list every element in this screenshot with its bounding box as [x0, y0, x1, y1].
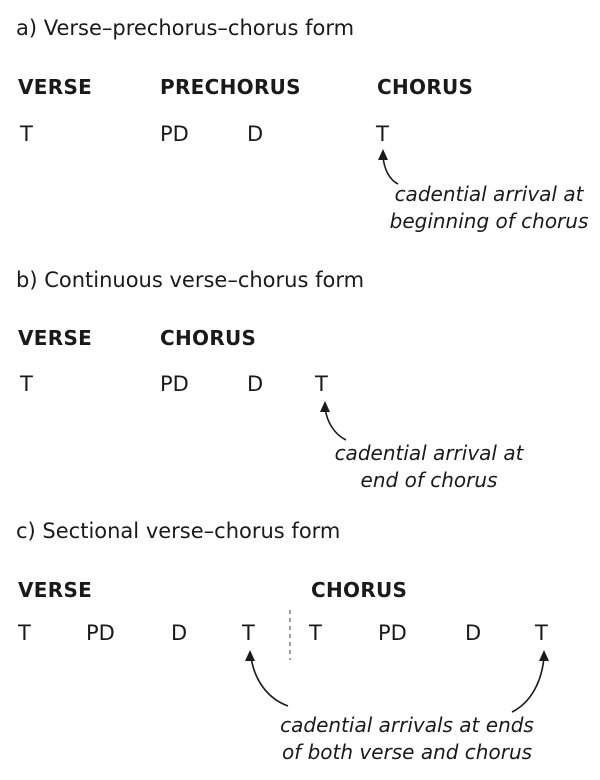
cadence-arrow-chorus — [512, 657, 544, 712]
arrowhead-chorus — [539, 650, 549, 661]
function-predominant: PD — [86, 621, 115, 645]
arrowhead-a — [378, 149, 388, 160]
function-tonic-chorus-end: T — [535, 621, 548, 645]
section-label-chorus: CHORUS — [311, 578, 408, 602]
function-dominant: D — [465, 621, 482, 645]
function-tonic: T — [18, 621, 31, 645]
section-label-chorus: CHORUS — [160, 326, 257, 350]
function-dominant: D — [171, 621, 188, 645]
section-label-prechorus: PRECHORUS — [160, 75, 301, 99]
annotation-line-1: cadential arrival at — [394, 182, 584, 206]
function-tonic-verse-end: T — [242, 621, 255, 645]
annotation-line-2: of both verse and chorus — [281, 740, 533, 764]
annotation-line-1: cadential arrivals at ends — [280, 713, 534, 737]
function-predominant: PD — [160, 372, 189, 396]
diagram-b-title: b) Continuous verse–chorus form — [16, 268, 365, 292]
section-label-verse: VERSE — [18, 326, 93, 350]
cadence-arrow-b — [325, 408, 346, 440]
arrowhead-verse — [245, 650, 255, 661]
annotation-line-2: end of chorus — [360, 468, 498, 492]
function-dominant: D — [247, 372, 264, 396]
section-label-chorus: CHORUS — [377, 75, 474, 99]
diagram-c-title: c) Sectional verse–chorus form — [16, 519, 341, 543]
function-tonic: T — [20, 122, 33, 146]
function-predominant: PD — [160, 122, 189, 146]
function-tonic-arrival: T — [315, 372, 328, 396]
function-tonic: T — [20, 372, 33, 396]
function-tonic-arrival: T — [376, 122, 389, 146]
cadence-arrow-verse — [251, 657, 288, 706]
annotation-line-2: beginning of chorus — [389, 209, 589, 233]
arrowhead-b — [320, 401, 330, 412]
annotation-line-1: cadential arrival at — [334, 441, 524, 465]
function-predominant: PD — [378, 621, 407, 645]
section-label-verse: VERSE — [18, 578, 93, 602]
section-label-verse: VERSE — [18, 75, 93, 99]
function-tonic: T — [309, 621, 322, 645]
function-dominant: D — [247, 122, 264, 146]
cadence-arrow-a — [383, 156, 398, 184]
diagram-a-title: a) Verse–prechorus–chorus form — [16, 16, 355, 40]
